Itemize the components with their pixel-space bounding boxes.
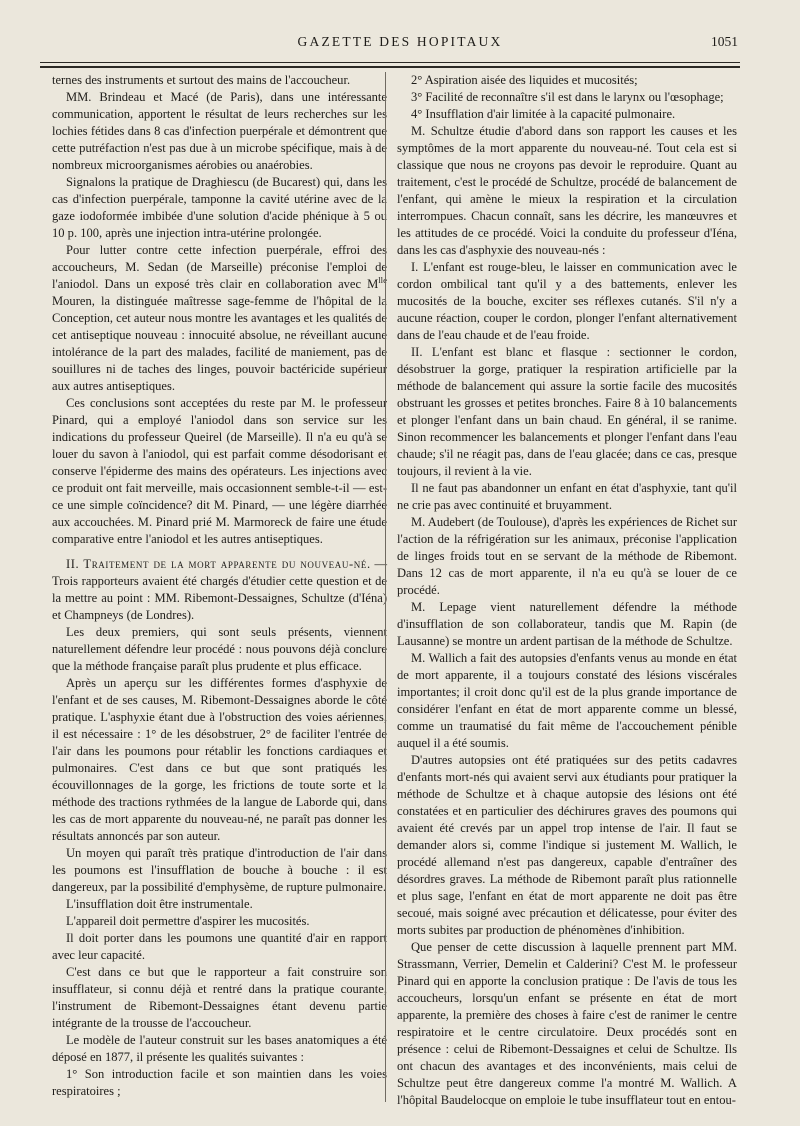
paragraph — [52, 242, 387, 395]
paragraph: 3° Facilité de reconnaître s'il est dans le larynx ou l'œsophage; — [411, 90, 724, 104]
paragraph: Ces conclusions sont acceptées du reste par M. le professeur Pinard, qui a employé l'aniodol dans son service sur les indications du professeur Queirel (de Marseille). Il n'a eu qu'à se louer du savon à l'aniodol, qui est parfait comme désodorisant et conserve l'épiderme des mains des opérateurs. Les injections avec ce produit ont fait merveille, mais occasionnent semble-t-il — est-ce une simple coïncidence? dit M. Pinard, — une légère diarrhée aux accouchées. M. Pinard prié M. Marmoreck de faire une étude comparative entre l'aniodol et les autres antiseptiques. — [52, 396, 387, 546]
paragraph: II. L'enfant est blanc et flasque : sectionner le cordon, désobstruer la gorge, pratiquer la respiration artificielle par la méthode de balancement qui assure la sortie facile des mucosités obstruant les grosses et petites bronches. Faire 8 à 10 balancements et plonger l'enfant dans un bain chaud. En général, il se ranime. Sinon recommencer les balancements et plonger l'enfant dans l'eau chaude; s'il ne réagit pas, dans de l'eau glacée; dans ce cas, presque toujours, il revient à la vie. — [397, 345, 737, 478]
paragraph: MM. Brindeau et Macé (de Paris), dans une intéressante communication, apportent le résultat de leurs recherches sur les lochies fétides dans 8 cas d'infection puerpérale et démontrent que cette putréfaction n'est pas due à un microbe spécifique, mais à de nombreux microorganismes aérobies ou anaérobies. — [52, 90, 387, 172]
paragraph: 2° Aspiration aisée des liquides et mucosités; — [411, 73, 638, 87]
paragraph: M. Schultze étudie d'abord dans son rapport les causes et les symptômes de la mort apparente du nouveau-né. Tout cela est si classique que nous ne croyons pas devoir le reproduire. Quant au traitement, c'est le procédé de Schultze, procédé de balancement de l'enfant, qui amène le mieux la respiration et la circulation interrompues. Chacun connaît, sans les décrire, les manœuvres et les attitudes de ce procédé. Voici la conduite du professeur d'Iéna, dans les cas d'asphyxie des nouveau-nés : — [397, 124, 737, 257]
paragraph: ternes des instruments et surtout des mains de l'accoucheur. — [52, 73, 351, 87]
section-heading: II. Traitement de la mort apparente du nouveau-né. — [66, 557, 371, 571]
paragraph: Les deux premiers, qui sont seuls présents, viennent naturellement défendre leur procédé : nous pouvons déjà conclure que la méthode française paraît plus prudente et plus efficace. — [52, 625, 387, 673]
paragraph: L'appareil doit permettre d'aspirer les mucosités. — [66, 914, 310, 928]
paragraph: I. L'enfant est rouge-bleu, le laisser en communication avec le cordon ombilical tant qu'il y a des battements, enlever les mucosités de la bouche, exciter ses réflexes cutanés. S'il n'y a aucune réaction, couper le cordon, plonger l'enfant alternativement dans de l'eau chaude et de l'eau froide. — [397, 260, 737, 342]
left-column — [52, 72, 387, 1100]
paragraph: C'est dans ce but que le rapporteur a fait construire son insufflateur, si connu déjà et rentré dans la pratique courante, l'instrument de Ribemont-Dessaignes étant devenu partie intégrante de la trousse de l'accoucheur. — [52, 965, 387, 1030]
column-divider — [385, 72, 386, 1102]
paragraph: Le modèle de l'auteur construit sur les bases anatomiques a été déposé en 1877, il présente les qualités suivantes : — [52, 1033, 387, 1064]
header-rule-thick — [40, 66, 740, 68]
superscript: lle — [378, 274, 387, 285]
paragraph: 4° Insufflation d'air limitée à la capacité pulmonaire. — [411, 107, 676, 121]
paragraph: 1° Son introduction facile et son maintien dans les voies respiratoires ; — [52, 1067, 387, 1098]
header-rule-thin — [40, 62, 740, 63]
page-header — [0, 34, 800, 60]
paragraph: Après un aperçu sur les différentes formes d'asphyxie de l'enfant et de ses causes, M. Ribemont-Dessaignes aborde le côté pratique. L'asphyxie étant due à l'obstruction des voies aériennes, il est nécessaire : 1° de les désobstruer, 2° de faciliter l'entrée de l'air dans les poumons pour rétablir les fonctions cardiaques et pulmonaires. C'est dans ce but que sont pratiqués les écouvillonnages de la gorge, les frictions de toute sorte et la méthode des tractions rythmées de la langue de Laborde qui, dans les cas de mort apparente du nouveau-né, ne paraît pas donner les résultats annoncés par son auteur. — [52, 676, 387, 843]
paragraph-text: Pour lutter contre cette infection puerpérale, effroi des accoucheurs, M. Sedan (de Marseille) préconise l'emploi de l'aniodol. Dans un exposé très clair en collaboration avec M — [52, 243, 387, 291]
paragraph: M. Lepage vient naturellement défendre la méthode d'insufflation de son collaborateur, tandis que M. Rapin (de Lausanne) se montre un ardent partisan de la méthode de Schultze. — [397, 600, 737, 648]
paragraph: M. Wallich a fait des autopsies d'enfants venus au monde en état de mort apparente, il a toujours constaté des lésions viscérales importantes; il croit donc qu'il est de la plus grande importance de considérer l'enfant en état de mort apparente comme un blessé, comme un traumatisé du fait même de l'accouchement pénible auquel il a été soumis. — [397, 651, 737, 750]
journal-title: GAZETTE DES HOPITAUX — [297, 34, 503, 49]
paragraph: L'insufflation doit être instrumentale. — [66, 897, 253, 911]
paragraph: Que penser de cette discussion à laquelle prennent part MM. Strassmann, Verrier, Demelin et Calderini? C'est M. le professeur Pinard qui en apporte la conclusion pratique : De l'avis de tous les accoucheurs, lorsqu'un enfant se présente en état de mort apparente, la première des choses à faire c'est de ranimer le centre respiratoire et le centre circulatoire. Deux procédés sont en présence : celui de Ribemont-Dessaignes et celui de Schultze. Ils ont chacun des avantages et des inconvénients, mais celui de Schultze peut être dangereux comme l'a montré M. Wallich. A l'hôpital Baudelocque on emploie le tube insufflateur tout en entou- — [397, 940, 737, 1107]
paragraph: Il doit porter dans les poumons une quantité d'air en rapport avec leur capacité. — [52, 931, 387, 962]
page-number: 1051 — [711, 34, 738, 49]
right-column — [397, 72, 737, 1109]
paragraph-text: — Trois rapporteurs avaient été chargés d'étudier cette question et de la mettre au point : MM. Ribemont-Dessaignes, Schultze (d'Iéna) et Champneys (de Londres). — [52, 557, 387, 622]
section-paragraph — [52, 556, 387, 624]
paragraph: Un moyen qui paraît très pratique d'introduction de l'air dans les poumons est l'insufflation de bouche à bouche : il est dangereux, par la possibilité d'emphysème, de rupture pulmonaire. — [52, 846, 387, 894]
paragraph-text: Mouren, la distinguée maîtresse sage-femme de l'hôpital de la Conception, cet auteur nous montre les avantages et les qualités de cet antiseptique nouveau : innocuité absolue, ne réveillant aucune intolérance de la part des malades, facilité de maniement, pas de souillures ni de taches des linges, pouvoir bactéricide supérieur aux autres antiseptiques. — [52, 294, 387, 393]
paragraph: Signalons la pratique de Draghiescu (de Bucarest) qui, dans les cas d'infection puerpérale, tamponne la cavité utérine avec de la gaze iodoformée imbibée d'une solution d'acide phénique à 5 ou 10 p. 100, après une injection intra-utérine prolongée. — [52, 175, 387, 240]
paragraph: D'autres autopsies ont été pratiquées sur des petits cadavres d'enfants mort-nés qui avaient servi aux étudiants pour pratiquer la méthode de Schultze et à chaque autopsie des lésions ont été constatées et en particulier des déchirures graves des poumons qui avaient été crevés par un appel trop intense de l'air. Il faut se demander alors si, comme l'indique si justement M. Wallich, le procédé allemand n'est pas dangereux, capable d'entraîner des désordres graves. La méthode de Ribemont paraît plus rationnelle et plus sage, l'enfant en état de mort apparente ne doit pas être secoué, mais soigné avec précaution et délicatesse, pour éviter des morts subites par production de phénomènes d'inhibition. — [397, 753, 737, 937]
paragraph: Il ne faut pas abandonner un enfant en état d'asphyxie, tant qu'il ne crie pas avec continuité et bruyamment. — [397, 481, 737, 512]
paragraph: M. Audebert (de Toulouse), d'après les expériences de Richet sur l'action de la réfrigération sur les animaux, préconise l'application de linges froids tout en se servant de la méthode de Ribemont. Dans 12 cas de mort apparente, il n'a eu qu'à se louer de ce procédé. — [397, 515, 737, 597]
